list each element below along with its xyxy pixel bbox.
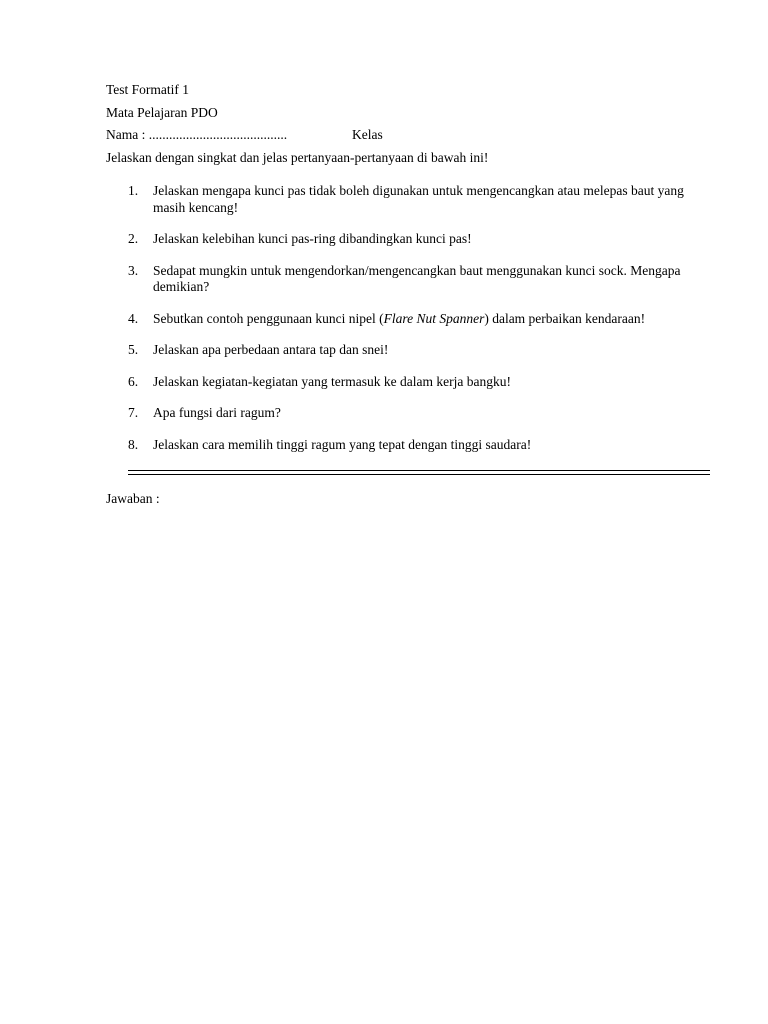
- question-text: Apa fungsi dari ragum?: [153, 405, 281, 420]
- question-item: [106, 405, 710, 422]
- question-item: [106, 342, 710, 359]
- question-text: [153, 311, 710, 328]
- question-number: 8.: [128, 436, 139, 452]
- question-text: Jelaskan kegiatan-kegiatan yang termasuk ke dalam kerja bangku!: [153, 373, 511, 389]
- question-number: 1.: [128, 183, 139, 198]
- question-number: 3.: [128, 262, 139, 278]
- class-field: Kelas: [352, 127, 383, 142]
- double-rule: [128, 470, 710, 475]
- instruction-text: Jelaskan dengan singkat dan jelas pertanyaan-pertanyaan di bawah ini!: [106, 150, 489, 165]
- subject-line: Mata Pelajaran PDO: [106, 105, 218, 120]
- question-item: [106, 183, 710, 216]
- question-item: [106, 437, 710, 454]
- question-text: Jelaskan mengapa kunci pas tidak boleh digunakan untuk mengencangkan atau melepas baut yang masih kencang!: [153, 183, 684, 215]
- name-field: Nama : .........................................: [106, 127, 288, 142]
- test-title: Test Formatif 1: [106, 82, 190, 97]
- question-item: [106, 374, 710, 391]
- question-text-italic: Flare Nut Spanner: [383, 310, 485, 326]
- question-number: 2.: [128, 231, 139, 246]
- question-item: [106, 311, 710, 328]
- question-text: Jelaskan apa perbedaan antara tap dan snei!: [153, 342, 389, 357]
- question-text: Jelaskan kelebihan kunci pas-ring dibandingkan kunci pas!: [153, 231, 472, 246]
- question-text: Jelaskan cara memilih tinggi ragum yang tepat dengan tinggi saudara!: [153, 436, 532, 452]
- question-item: [106, 231, 710, 248]
- question-item: [106, 263, 710, 296]
- question-list: [106, 183, 710, 453]
- question-text-before: Sebutkan contoh penggunaan kunci nipel (: [153, 310, 384, 326]
- question-text-after: ) dalam perbaikan kendaraan!: [484, 310, 646, 326]
- question-number: 7.: [128, 405, 139, 420]
- question-number: 4.: [128, 310, 139, 326]
- question-text: Sedapat mungkin untuk mengendorkan/mengencangkan baut menggunakan kunci sock. Mengapa demikian?: [153, 262, 681, 294]
- question-number: 5.: [128, 342, 139, 357]
- answer-label: Jawaban :: [106, 491, 160, 506]
- question-number: 6.: [128, 373, 139, 389]
